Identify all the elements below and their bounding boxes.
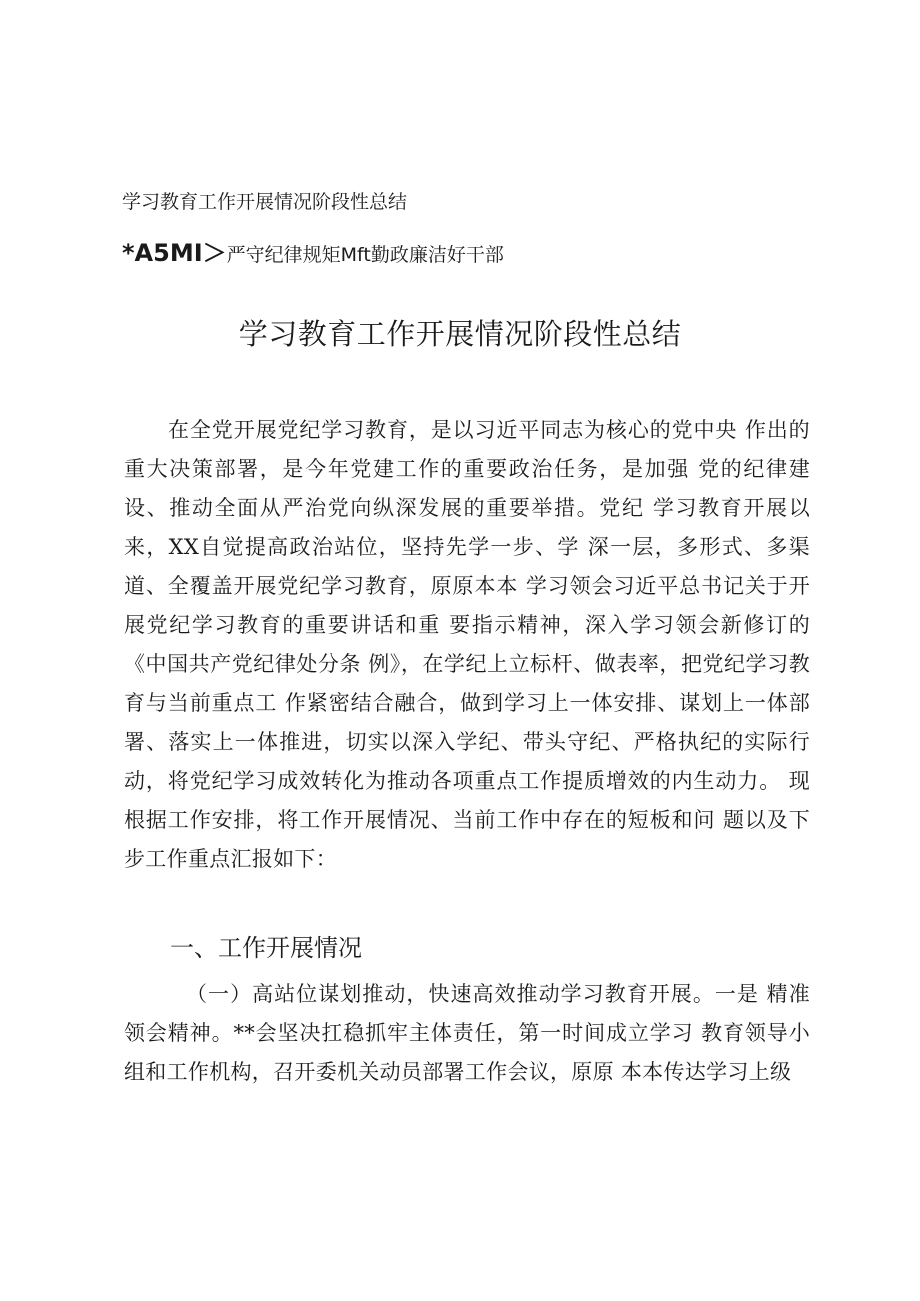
intro-paragraph: 在全党开展党纪学习教育，是以习近平同志为核心的党中央 作出的重大决策部署，是今年党建工作的重要政治任务，是加强 党的纪律建设、推动全面从严治党向纵深发展的重要举措。党纪 学习教育开展以来，XX自觉提高政治站位，坚持先学一步、学 深一层，多形式、多渠道、全覆盖开展党纪学习教育，原原本本 学习领会习近平总书记关于开展党纪学习教育的重要讲话和重 要指示精神，深入学习领会新修订的《中国共产党纪律处分条 例》，在学纪上立标杆、做表率，把党纪学习教育与当前重点工 作紧密结合融合，做到学习上一体安排、谋划上一体部署、落实上一体推进，切实以深入学纪、带头守纪、严格执纪的实际行动，将党纪学习成效转化为推动各项重点工作提质增效的内生动力。 现根据工作安排，将工作开展情况、当前工作中存在的短板和问 题以及下步工作重点汇报如下： [124, 418, 810, 871]
document-header-line: 学习教育工作开展情况阶段性总结 [122, 191, 408, 213]
section-1-paragraph: （一）高站位谋划推动，快速高效推动学习教育开展。一是 精准领会精神。**会坚决扛稳抓牢主体责任，第一时间成立学习 教育领导小组和工作机构，召开委机关动员部署工作会议，原原 本本传达学习上级 [124, 982, 810, 1084]
document-subheader [122, 238, 504, 270]
section-heading-1: 一、工作开展情况 [170, 934, 362, 962]
subheader-code: *A5MI＞ [122, 239, 227, 267]
subheader-text: 严守纪律规矩Mft勤政廉洁好干部 [226, 244, 504, 266]
document-title: 学习教育工作开展情况阶段性总结 [238, 317, 682, 351]
